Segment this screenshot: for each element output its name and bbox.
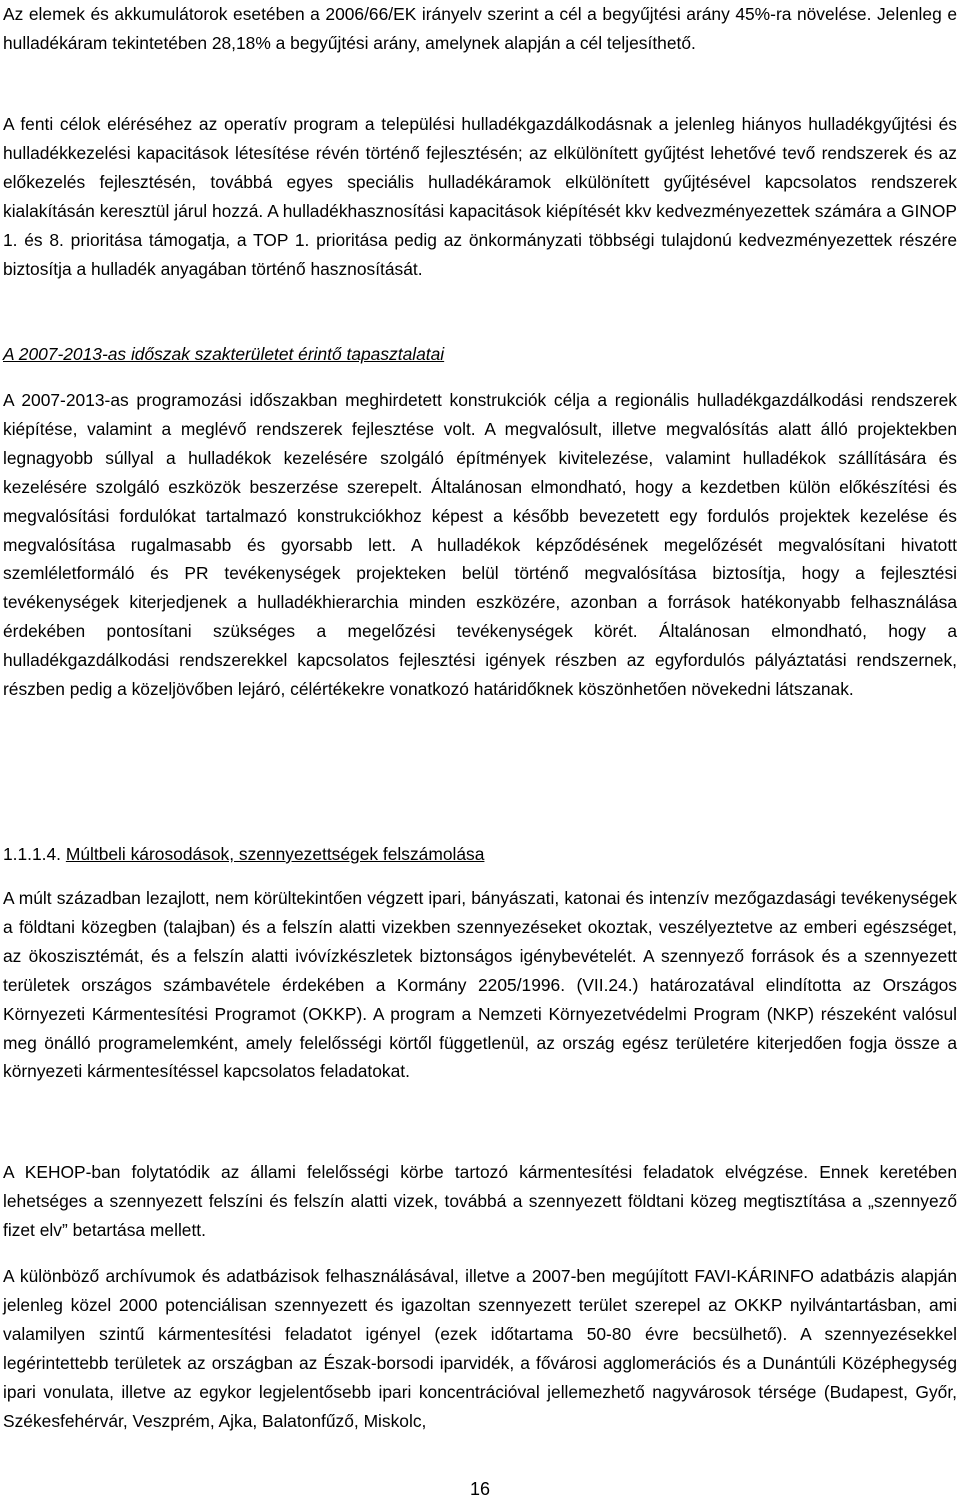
page-number: 16 (469, 1479, 491, 1499)
paragraph-batteries: Az elemek és akkumulátorok esetében a 2006/66/EK irányelv szerint a cél a begyűjtési arány 45%-ra növelése. Jelenleg e hulladékáram tekintetében 28,18% a begyűjtési arány, amelynek alapján a cél teljesíthető. (3, 4, 957, 53)
paragraph-2007-2013: A 2007-2013-as programozási időszakban meghirdetett konstrukciók célja a regionális hulladékgazdálkodási rendszerek kiépítése, valamint a meglévő rendszerek fejlesztése volt. A megvalósult, illetve megvalósítás alatt álló projektekben legnagyobb súllyal a hulladékok kezelésére szolgáló építmények kivitelezése, valamint hulladékok szállítására és kezelésére szolgáló eszközök beszerzése szerepelt. Általánosan elmondható, hogy a kezdetben külön előkészítési és megvalósítási fordulókat tartalmazó konstrukciókhoz képest a később bevezetett egy fordulós projektek kezelése és megvalósítása rugalmasabb és gyorsabb lett. A hulladékok képződésének megelőzését megvalósítani hivatott szemléletformáló és PR tevékenységek projekteken belül történő megvalósítása biztosítja, hogy a fejlesztési tevékenységek kiterjedjenek a hulladékhierarchia minden eszközére, azonban a források hatékonyabb felhasználása érdekében pontosítani szükséges a megelőzési tevékenységek körét. Általánosan elmondható, hogy a hulladékgazdálkodási rendszerekkel kapcsolatos fejlesztési igények részben az egyfordulós pályáztatási rendszernek, részben pedig a közeljövőben lejáró, célértékekre vonatkozó határidőknek köszönhetően növekedni látszanak. (3, 390, 957, 700)
section-number: 1.1.1.4. (3, 844, 62, 864)
paragraph-past-damage: A múlt században lezajlott, nem körültekintően végzett ipari, bányászati, katonai és intenzív mezőgazdasági tevékenységek a földtani közegben (talajban) és a felszín alatti vizekben szennyezéseket okoztak, veszélyeztetve az emberi egészséget, az ökoszisztémát, és a felszín alatti ivóvízkészletek biztonságos igénybevételét. A szennyező források és a szennyezett területek országos számbavétele érdekében a Kormány 2205/1996. (VII.24.) határozatával elindította az Országos Környezeti Kármentesítési Programot (OKKP). A program a Nemzeti Környezetvédelmi Program (NKP) részeként valósul meg önálló programelemként, amely felelősségi körtől függetlenül, az ország egész területére kiterjedően fogja össze a környezeti kármentesítéssel kapcsolatos feladatokat. (3, 888, 957, 1082)
paragraph-archives: A különböző archívumok és adatbázisok felhasználásával, illetve a 2007-ben megújított FAVI-KÁRINFO adatbázis alapján jelenleg közel 2000 potenciálisan szennyezett és igazoltan szennyezett terület szerepel az OKKP nyilvántartásban, ami valamilyen szintű kármentesítési feladatot igényel (ezek időtartama 50-80 évre becsülhető). A szennyezésekkel legérintettebb területek az országban az Észak-borsodi iparvidék, a fővárosi agglomerációs és a Dunántúli Középhegység ipari vonulata, illetve az egykor legjelentősebb ipari koncentrációval jellemezhető nagyvárosok térsége (Budapest, Győr, Székesfehérvár, Veszprém, Ajka, Balatonfűző, Miskolc, (3, 1266, 957, 1431)
paragraph-kehop: A KEHOP-ban folytatódik az állami felelősségi körbe tartozó kármentesítési feladatok elvégzése. Ennek keretében lehetséges a szennyezett felszíni és felszín alatti vizek, továbbá a szennyezett földtani közeg megtisztítása a „szennyező fizet elv” betartása mellett. (3, 1162, 957, 1240)
paragraph-operative-program: A fenti célok eléréséhez az operatív program a települési hulladékgazdálkodásnak a jelenleg hiányos hulladékgyűjtési és hulladékkezelési kapacitások létesítése révén történő fejlesztésén; az elkülönített gyűjtést lehetővé tevő rendszerek és az előkezelés fejlesztésén, továbbá egyes speciális hulladékáramok elkülönített gyűjtésével kapcsolatos rendszerek kialakításán keresztül járul hozzá. A hulladékhasznosítási kapacitások kiépítését kkv kedvezményezettek számára a GINOP 1. és 8. prioritása támogatja, a TOP 1. prioritása pedig az önkormányzati többségi tulajdonú kedvezményezettek részére biztosítja a hulladék anyagában történő hasznosítását. (3, 114, 957, 279)
section-title: Múltbeli károsodások, szennyezettségek felszámolása (65, 844, 485, 864)
section-heading (3, 840, 957, 869)
subheading-experience: A 2007-2013-as időszak szakterületet érintő tapasztalatai (3, 344, 445, 364)
